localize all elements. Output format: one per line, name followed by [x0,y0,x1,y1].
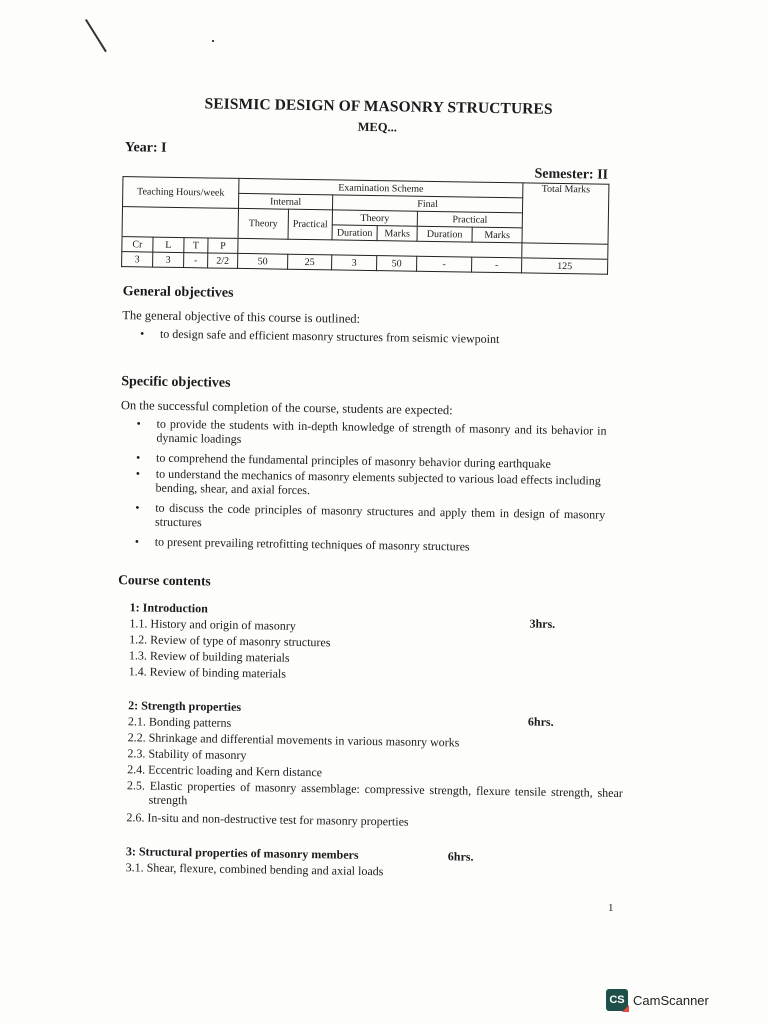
unit-2-hours: 6hrs. [527,714,554,729]
specific-objective-item: to understand the mechanics of masonry elements subjected to various load effects including bending, shear, and axial forces. [155,466,601,498]
list-item: 2.2. Shrinkage and differential movements in various masonry works [127,730,460,750]
unit-1-title: 1: Introduction [129,600,208,616]
general-objectives-intro: The general objective of this course is outlined: [122,308,361,326]
col-l: L [153,237,184,252]
final-practical-duration-header: Duration [417,226,472,242]
page-number: 1 [608,902,614,914]
course-title: SEISMIC DESIGN OF MASONRY STRUCTURES [204,95,553,118]
list-item: 2.1. Bonding patterns [127,714,232,730]
pen-stroke-mark [85,19,107,52]
internal-theory-header: Theory [238,208,288,239]
unit-3-hours: 6hrs. [447,849,474,864]
bullet-icon: • [135,466,141,481]
unit-2-title: 2: Strength properties [128,698,242,715]
camscanner-text: CamScanner [633,992,709,1008]
list-item: 1.2. Review of type of masonry structures [129,632,331,650]
camscanner-logo-icon: CS [606,989,628,1011]
internal-header: Internal [239,193,333,209]
specific-objective-item: to present prevailing retrofitting techniques of masonry structures [154,534,470,554]
list-item: 2.4. Eccentric loading and Kern distance [127,762,323,780]
specific-objective-item: to discuss the code principles of masonry structures and apply them in design of masonry structures [154,500,606,530]
ink-dot [212,40,214,42]
internal-practical-header: Practical [288,209,332,240]
final-practical-header: Practical [417,211,522,228]
bullet-icon: • [134,534,140,549]
value-final-theory-marks: 50 [377,256,417,272]
unit-1-hours: 3hrs. [529,616,556,631]
blank-cell [522,243,608,259]
list-item [136,416,607,452]
final-theory-duration-header: Duration [332,225,377,241]
list-item: 2.3. Stability of masonry [127,746,247,763]
list-item [135,500,606,536]
value-total-marks: 125 [522,258,608,274]
value-cr: 3 [122,252,153,267]
value-final-practical-marks: - [472,257,522,273]
list-item: 3.1. Shear, flexure, combined bending and axial loads [125,860,384,879]
exam-scheme-header: Examination Scheme [239,178,523,197]
specific-objective-item: to provide the students with in-depth knowledge of strength of masonry and its behavior in dynamic loadings [156,416,607,446]
final-theory-marks-header: Marks [377,226,417,242]
total-marks-header: Total Marks [522,183,609,244]
unit-3-title: 3: Structural properties of masonry members [125,844,359,862]
col-p: P [208,238,238,253]
list-item: 2.6. In-situ and non-destructive test for masonry properties [126,810,409,829]
value-l: 3 [153,252,184,267]
value-p: 2/2 [208,253,238,268]
bullet-icon: • [139,326,145,341]
list-item: 1.3. Review of building materials [128,648,290,665]
general-objective-item: to design safe and efficient masonry structures from seismic viewpoint [159,326,500,347]
teaching-spacer [122,207,238,239]
teaching-hours-header: Teaching Hours/week [123,177,239,209]
value-final-theory-duration: 3 [332,255,377,271]
semester-label: Semester: II [534,166,609,183]
specific-objectives-heading: Specific objectives [121,374,231,391]
final-theory-header: Theory [332,210,417,226]
bullet-icon: • [135,500,140,515]
list-item: 1.1. History and origin of masonry [129,616,296,633]
document-body [118,80,623,879]
final-header: Final [333,195,523,213]
list-item: 2.5. Elastic properties of masonry assemblage: compressive strength, flexure tensile strength, shear strength [126,778,623,808]
bullet-icon: • [136,416,141,431]
list-item [134,534,605,556]
camscanner-watermark [606,987,709,1013]
list-item [139,326,580,348]
scheme-table [121,176,609,275]
col-cr: Cr [122,237,153,252]
general-objectives-heading: General objectives [122,284,234,301]
course-contents-heading: Course contents [118,572,211,589]
value-internal-practical: 25 [288,254,332,270]
list-item: 1.4. Review of binding materials [128,664,287,681]
year-label: Year: I [124,140,167,156]
value-internal-theory: 50 [238,253,288,269]
specific-objective-item: to comprehend the fundamental principles of masonry behavior during earthquake [155,450,552,471]
col-t: T [184,238,208,253]
specific-objectives-intro: On the successful completion of the course, students are expected: [120,398,453,418]
list-item [135,466,605,502]
course-code: MEQ... [357,119,398,135]
bullet-icon: • [135,450,141,465]
final-practical-marks-header: Marks [472,227,522,243]
value-final-practical-duration: - [417,256,472,272]
value-t: - [184,253,208,268]
